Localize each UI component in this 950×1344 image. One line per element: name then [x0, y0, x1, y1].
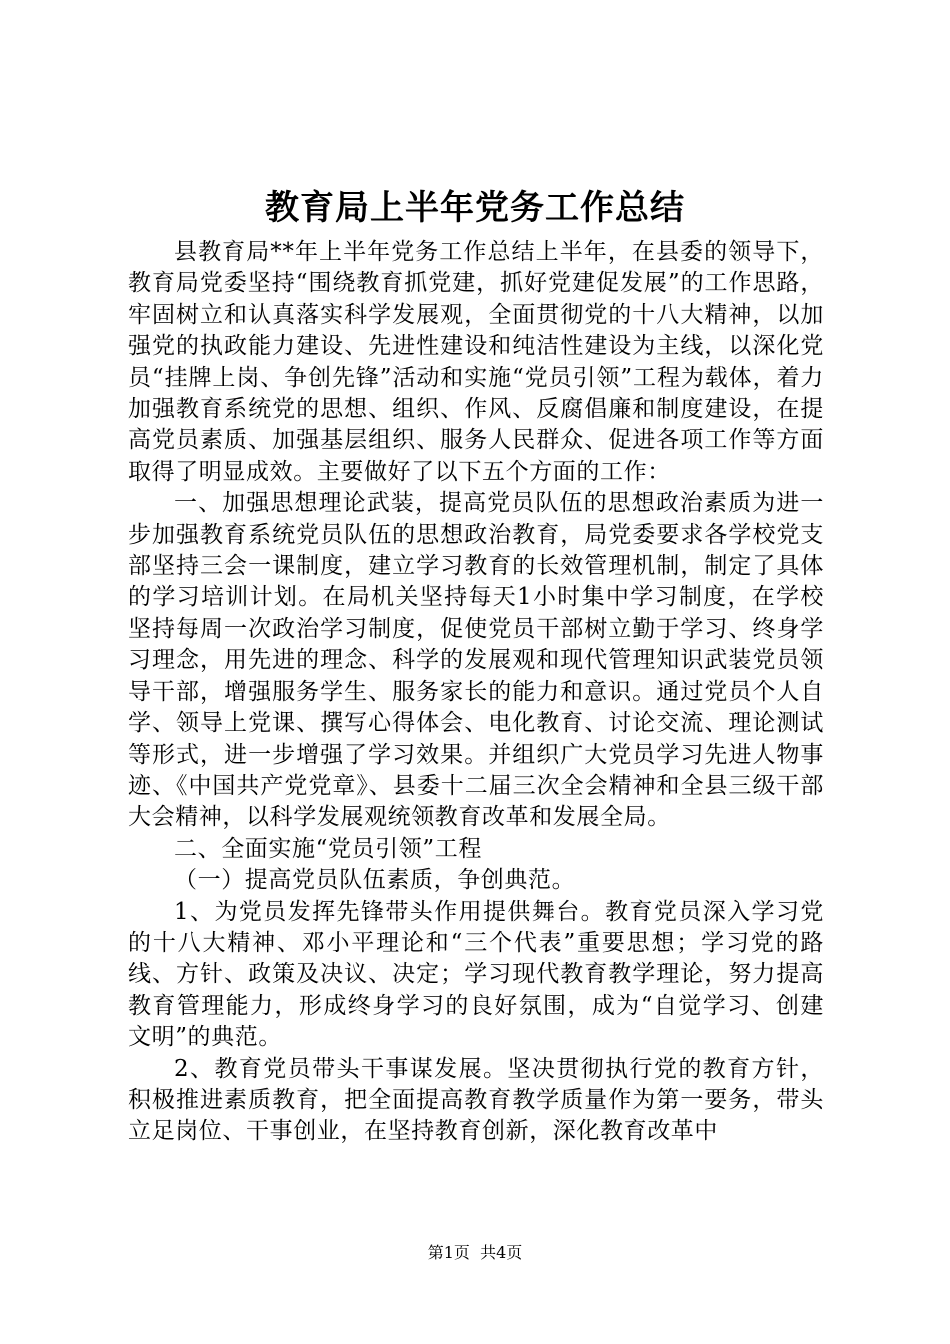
paragraph-item-2: 2、教育党员带头干事谋发展。坚决贯彻执行党的教育方针，积极推进素质教育，把全面提高教育教学质量作为第一要务，带头立足岗位、干事创业，在坚持教育创新，深化教育改革中 [128, 1055, 824, 1145]
document-body [128, 237, 824, 1148]
paragraph-subsection-1-heading: （一）提高党员队伍素质，争创典范。 [174, 867, 576, 894]
page-number: 第1页 [427, 1243, 470, 1262]
page-total: 共4页 [480, 1243, 523, 1262]
paragraph-section-1: 一、加强思想理论武装，提高党员队伍的思想政治素质为进一步加强教育系统党员队伍的思想政治教育，局党委要求各学校党支部坚持三会一课制度，建立学习教育的长效管理机制，制定了具体的学习培训计划。在局机关坚持每天1小时集中学习制度，在学校坚持每周一次政治学习制度，促使党员干部树立勤于学习、终身学习理念，用先进的理念、科学的发展观和现代管理知识武装党员领导干部，增强服务学生、服务家长的能力和意识。通过党员个人自学、领导上党课、撰写心得体会、电化教育、讨论交流、理论测试等形式，进一步增强了学习效果。并组织广大党员学习先进人物事迹、《中国共产党党章》、县委十二届三次全会精神和全县三级干部大会精神，以科学发展观统领教育改革和发展全局。 [128, 490, 824, 831]
page-footer [0, 1242, 950, 1264]
paragraph-intro: 县教育局**年上半年党务工作总结上半年，在县委的领导下，教育局党委坚持“围绕教育抓党建，抓好党建促发展”的工作思路，牢固树立和认真落实科学发展观，全面贯彻党的十八大精神，以加强党的执政能力建设、先进性建设和纯洁性建设为主线，以深化党员“挂牌上岗、争创先锋”活动和实施“党员引领”工程为载体，着力加强教育系统党的思想、组织、作风、反腐倡廉和制度建设，在提高党员素质、加强基层组织、服务人民群众、促进各项工作等方面取得了明显成效。主要做好了以下五个方面的工作： [128, 239, 824, 485]
paragraph-section-2-heading: 二、全面实施“党员引领”工程 [174, 835, 482, 862]
document-title: 教育局上半年党务工作总结 [265, 188, 685, 228]
paragraph-item-1: 1、为党员发挥先锋带头作用提供舞台。教育党员深入学习党的十八大精神、邓小平理论和“三个代表”重要思想；学习党的路线、方针、政策及决议、决定；学习现代教育教学理论，努力提高教育管理能力，形成终身学习的良好氛围，成为“自觉学习、创建文明”的典范。 [128, 898, 824, 1051]
